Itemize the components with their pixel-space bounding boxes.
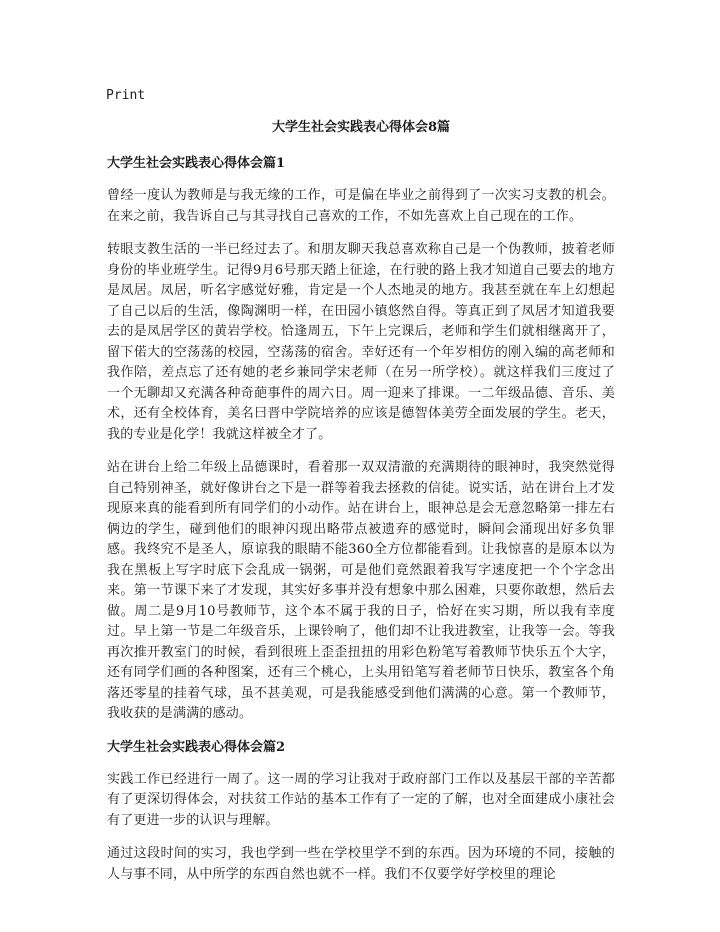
paragraph: 曾经一度认为教师是与我无缘的工作，可是偏在毕业之前得到了一次实习支教的机会。在来之前，我告诉自己与其寻找自己喜欢的工作，不如先喜欢上自己现在的工作。 bbox=[107, 188, 615, 224]
paragraph: 站在讲台上给二年级上品德课时，看着那一双双清澈的充满期待的眼神时，我突然觉得自己特别神圣，就好像讲台之下是一群等着我去拯救的信徒。说实话，站在讲台上才发现原来真的能看到所有同学们的小动作。站在讲台上，眼神总是会无意忽略第一排左右俩边的学生，碰到他们的眼神闪现出略带点被遗弃的感觉时，瞬间会涌现出好多负罪感。我终究不是圣人，原谅我的眼睛不能360全方位都能看到。让我惊喜的是原本以为我在黑板上写字时底下会乱成一锅粥，可是他们竟然跟着我写字速度把一个个字念出来。第一节课下来了才发现，其实好多事并没有想象中那么困难，只要你敢想，然后去做。周二是9月10号教师节，这个本不属于我的日子，恰好在实习期，所以我有幸度过。早上第一节是二年级音乐，上课铃响了，他们却不让我进教室，让我等一会。等我再次推开教室门的时候，看到很班上歪歪扭扭的用彩色粉笔写着教师节快乐五个大字，还有同学们画的各种图案，还有三个桃心，上头用铅笔写着老师节日快乐，教室各个角落还零星的挂着气球，虽不甚美观，可是我能感受到他们满满的心意。第一个教师节，我收获的是满满的感动。 bbox=[107, 460, 615, 721]
section-heading-1: 大学生社会实践表心得体会篇1 bbox=[107, 156, 286, 171]
paragraph: 转眼支教生活的一半已经过去了。和朋友聊天我总喜欢称自己是一个伪教师，披着老师身份的毕业班学生。记得9月6号那天踏上征途，在行驶的路上我才知道自己要去的地方是凤居。凤居，听名字感觉好雅，肯定是一个人杰地灵的地方。我甚至就在车上幻想起了自己以后的生活，像陶渊明一样，在田园小镇悠然自得。等真正到了凤居才知道我要去的是凤居学区的黄岩学校。恰逢周五，下午上完课后，老师和学生们就相继离开了，留下偌大的空荡荡的校园，空荡荡的宿舍。幸好还有一个年岁相仿的刚入编的高老师和我作陪，差点忘了还有她的老乡兼同学宋老师（在另一所学校）。就这样我们三度过了一个无聊却又充满各种奇葩事件的周六日。周一迎来了排课。一二年级品德、音乐、美术，还有全校体育，美名曰晋中学院培养的应该是德智体美劳全面发展的学生。老天，我的专业是化学！我就这样被全才了。 bbox=[107, 242, 615, 442]
document-body bbox=[107, 118, 615, 898]
paragraph: 通过这段时间的实习，我也学到一些在学校里学不到的东西。因为环境的不同，接触的人与事不同，从中所学的东西自然也就不一样。我们不仅要学好学校里的理论 bbox=[107, 846, 615, 882]
paragraph: 实践工作已经进行一周了。这一周的学习让我对于政府部门工作以及基层干部的辛苦都有了更深切得体会，对扶贫工作站的基本工作有了一定的了解，也对全面建成小康社会有了更进一步的认识与理解。 bbox=[107, 771, 615, 828]
print-link[interactable]: Print bbox=[106, 88, 146, 103]
section-heading-2: 大学生社会实践表心得体会篇2 bbox=[107, 739, 286, 755]
document-title: 大学生社会实践表心得体会8篇 bbox=[271, 120, 451, 135]
